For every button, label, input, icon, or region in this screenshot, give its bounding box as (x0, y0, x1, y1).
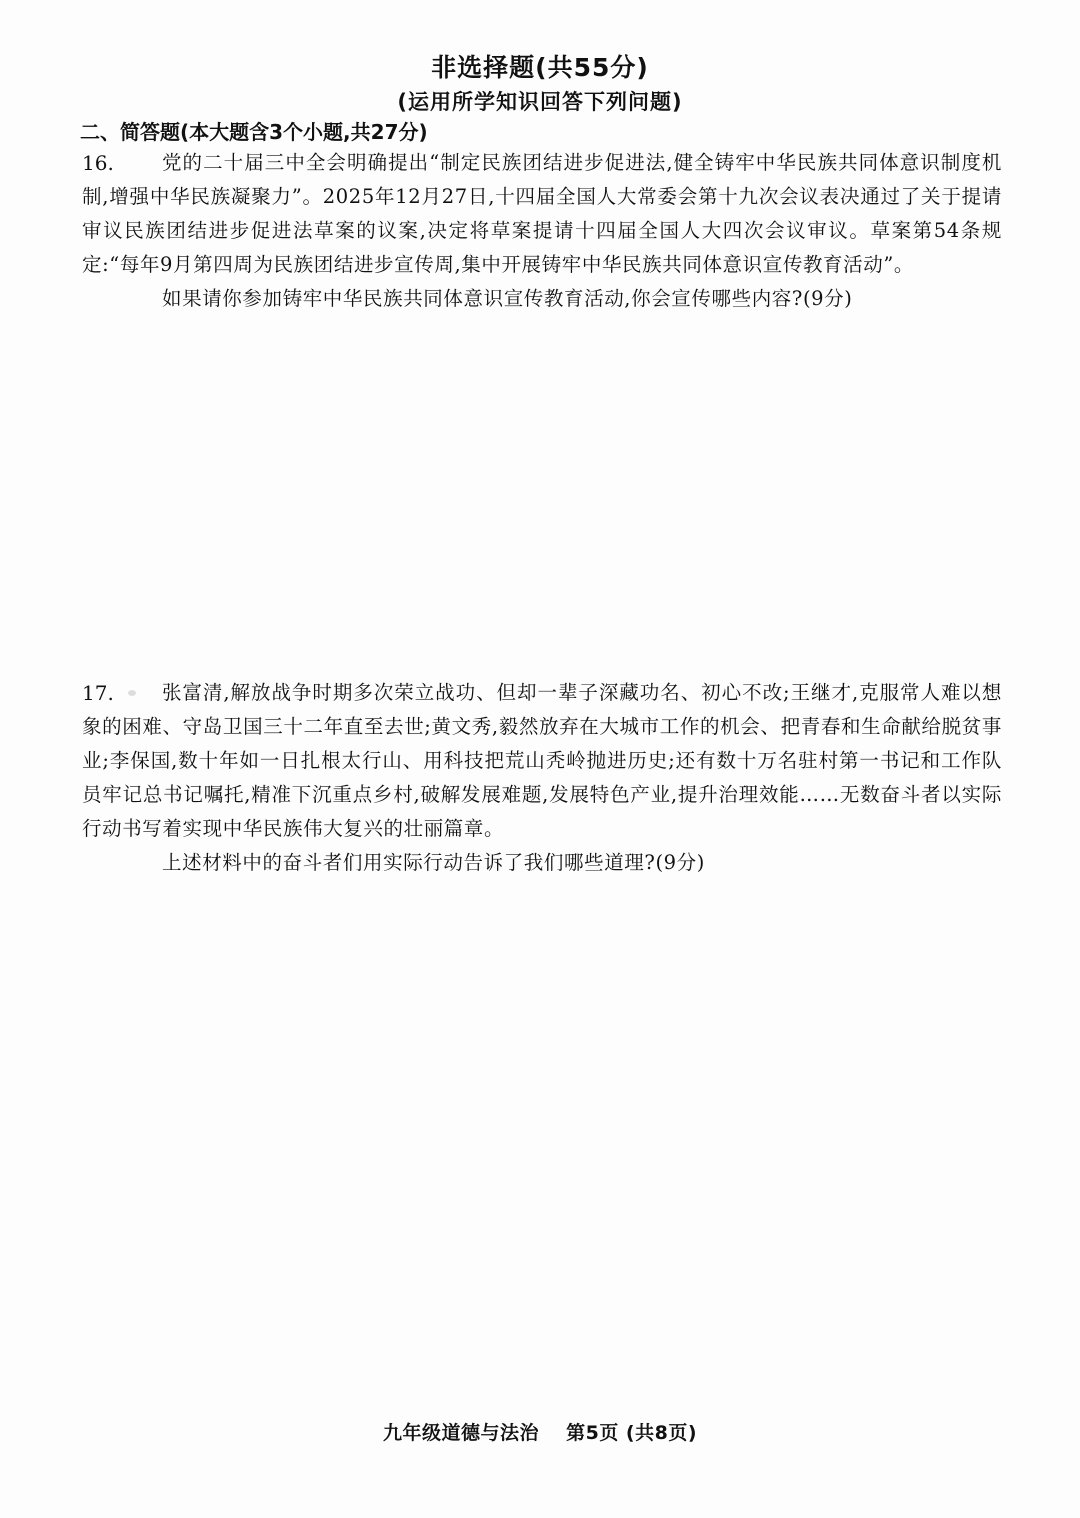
question-number: 16. (82, 151, 114, 175)
question-material: 张富清,解放战争时期多次荣立战功、但却一辈子深藏功名、初心不改;王继才,克服常人难以想象的困难、守岛卫国三十二年直至去世;黄文秀,毅然放弃在大城市工作的机会、把青春和生命献给脱贫事业;李保国,数十年如一日扎根太行山、用科技把荒山秃岭抛进历史;还有数十万名驻村第一书记和工作队员牢记总书记嘱托,精准下沉重点乡村,破解发展难题,发展特色产业,提升治理效能……无数奋斗者以实际行动书写着实现中华民族伟大复兴的壮丽篇章。 (82, 681, 1002, 840)
page-footer (0, 1418, 1080, 1445)
question-number: 17. (82, 681, 114, 705)
section-heading: 二、简答题(本大题含3个小题,共27分) (80, 120, 428, 144)
question-prompt: 上述材料中的奋斗者们用实际行动告诉了我们哪些道理?(9分) (162, 851, 705, 874)
footer-page-number: 第5页 (共8页) (566, 1422, 698, 1444)
question-17 (82, 676, 1002, 880)
question-16 (82, 146, 1002, 316)
part-instruction: (运用所学知识回答下列问题) (397, 90, 683, 114)
question-prompt: 如果请你参加铸牢中华民族共同体意识宣传教育活动,你会宣传哪些内容?(9分) (162, 287, 853, 310)
question-material: 党的二十届三中全会明确提出“制定民族团结进步促进法,健全铸牢中华民族共同体意识制度机制,增强中华民族凝聚力”。2025年12月27日,十四届全国人大常委会第十九次会议表决通过了关于提请审议民族团结进步促进法草案的议案,决定将草案提请十四届全国人大四次会议审议。草案第54条规定:“每年9月第四周为民族团结进步宣传周,集中开展铸牢中华民族共同体意识宣传教育活动”。 (82, 151, 1002, 276)
part-title: 非选择题(共55分) (431, 53, 649, 82)
footer-subject: 九年级道德与法治 (382, 1422, 539, 1444)
